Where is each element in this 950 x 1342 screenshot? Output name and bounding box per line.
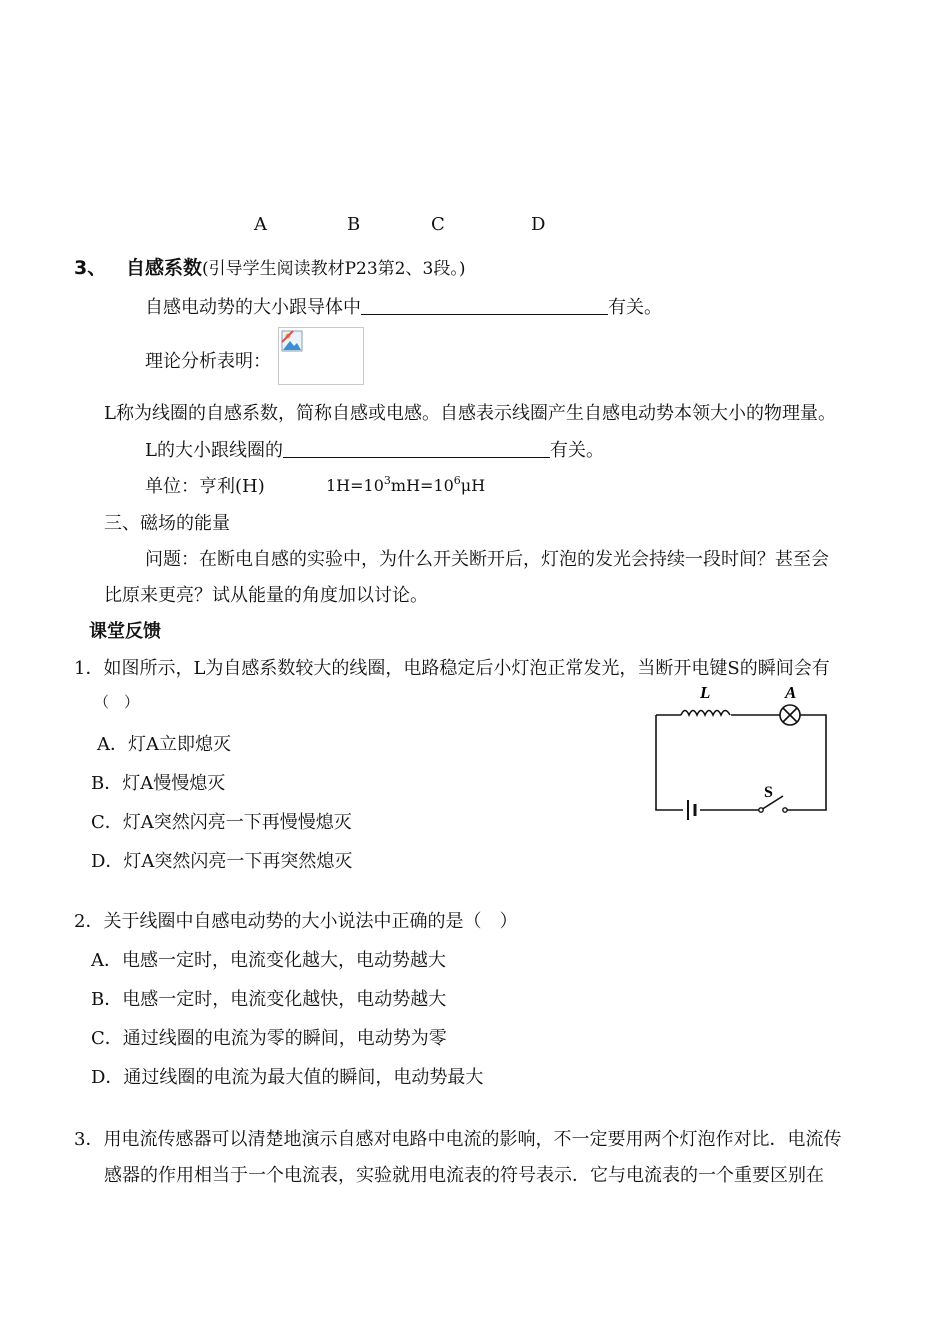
l-size-text: L的大小跟线圈的 — [145, 440, 283, 461]
energy-question-line-2: 比原来更亮？试从能量的角度加以讨论。 — [104, 585, 428, 606]
section3-heading — [74, 253, 465, 280]
emf-size-line — [145, 293, 662, 319]
emf-size-text: 自感电动势的大小跟导体中 — [145, 297, 361, 318]
unit-label: 单位：亨利(H) — [145, 476, 265, 497]
section3-title: 自感系数 — [125, 257, 202, 279]
lamp-label: A — [785, 684, 797, 702]
question-1-stem: 1．如图所示，L为自感系数较大的线圈，电路稳定后小灯泡正常发光，当断开电键S的瞬间会有 — [74, 658, 830, 679]
switch-contact — [783, 808, 787, 812]
q1-option-c: C．灯A突然闪亮一下再慢慢熄灭 — [91, 812, 352, 833]
unit-formula: $1H=10^3mH=10^6\mu H$ — [326, 474, 486, 495]
option-label-c: C — [431, 214, 445, 235]
section3-note: (引导学生阅读教材P23第2、3段。) — [201, 259, 466, 279]
coil-symbol — [681, 711, 730, 716]
q2-option-a: A．电感一定时，电流变化越大，电动势越大 — [91, 950, 446, 971]
feedback-title: 课堂反馈 — [89, 621, 161, 642]
answer-blank-2[interactable] — [283, 439, 550, 458]
q1-option-a: A．灯A立即熄灭 — [97, 734, 231, 755]
wire-left — [656, 715, 683, 810]
self-inductance-definition: L称为线圈的自感系数，简称自感或电感。自感表示线圈产生自感电动势本领大小的物理量。 — [104, 403, 836, 424]
q1-option-b: B．灯A慢慢熄灭 — [91, 773, 226, 794]
wire-top-right — [785, 715, 826, 810]
question-2-stem: 2．关于线圈中自感电动势的大小说法中正确的是（ ） — [74, 911, 518, 932]
lamp-cross — [783, 708, 797, 722]
switch-pivot — [759, 808, 763, 812]
question-3-line-1: 3．用电流传感器可以清楚地演示自感对电路中电流的影响，不一定要用两个灯泡作对比．电流传 — [74, 1129, 842, 1150]
question-3-line-2: 感器的作用相当于一个电流表，实验就用电流表的符号表示．它与电流表的一个重要区别在 — [104, 1165, 824, 1186]
answer-blank-1[interactable] — [361, 296, 608, 315]
circuit-diagram — [648, 684, 838, 824]
theory-line: 理论分析表明： — [145, 351, 271, 372]
section3-number: 3、 — [74, 257, 107, 279]
option-label-b: B — [347, 214, 361, 235]
q1-option-d: D．灯A突然闪亮一下再突然熄灭 — [91, 851, 353, 872]
l-size-suffix: 有关。 — [549, 440, 604, 461]
broken-image-icon — [281, 330, 303, 352]
question-1-paren: （ ） — [94, 693, 140, 711]
energy-section-title: 三、磁场的能量 — [104, 513, 230, 534]
option-label-d: D — [531, 214, 546, 235]
energy-question-line-1: 问题：在断电自感的实验中，为什么开关断开后，灯泡的发光会持续一段时间？甚至会 — [145, 549, 829, 570]
q2-option-d: D．通过线圈的电流为最大值的瞬间，电动势最大 — [91, 1067, 484, 1088]
l-size-line — [145, 436, 604, 462]
coil-label: L — [700, 684, 711, 702]
q2-option-b: B．电感一定时，电流变化越快，电动势越大 — [91, 989, 447, 1010]
formula-image-placeholder — [278, 327, 364, 385]
switch-label: S — [764, 784, 773, 801]
emf-size-suffix: 有关。 — [608, 297, 662, 318]
q2-option-c: C．通过线圈的电流为零的瞬间，电动势为零 — [91, 1028, 447, 1049]
option-label-a: A — [254, 214, 267, 235]
